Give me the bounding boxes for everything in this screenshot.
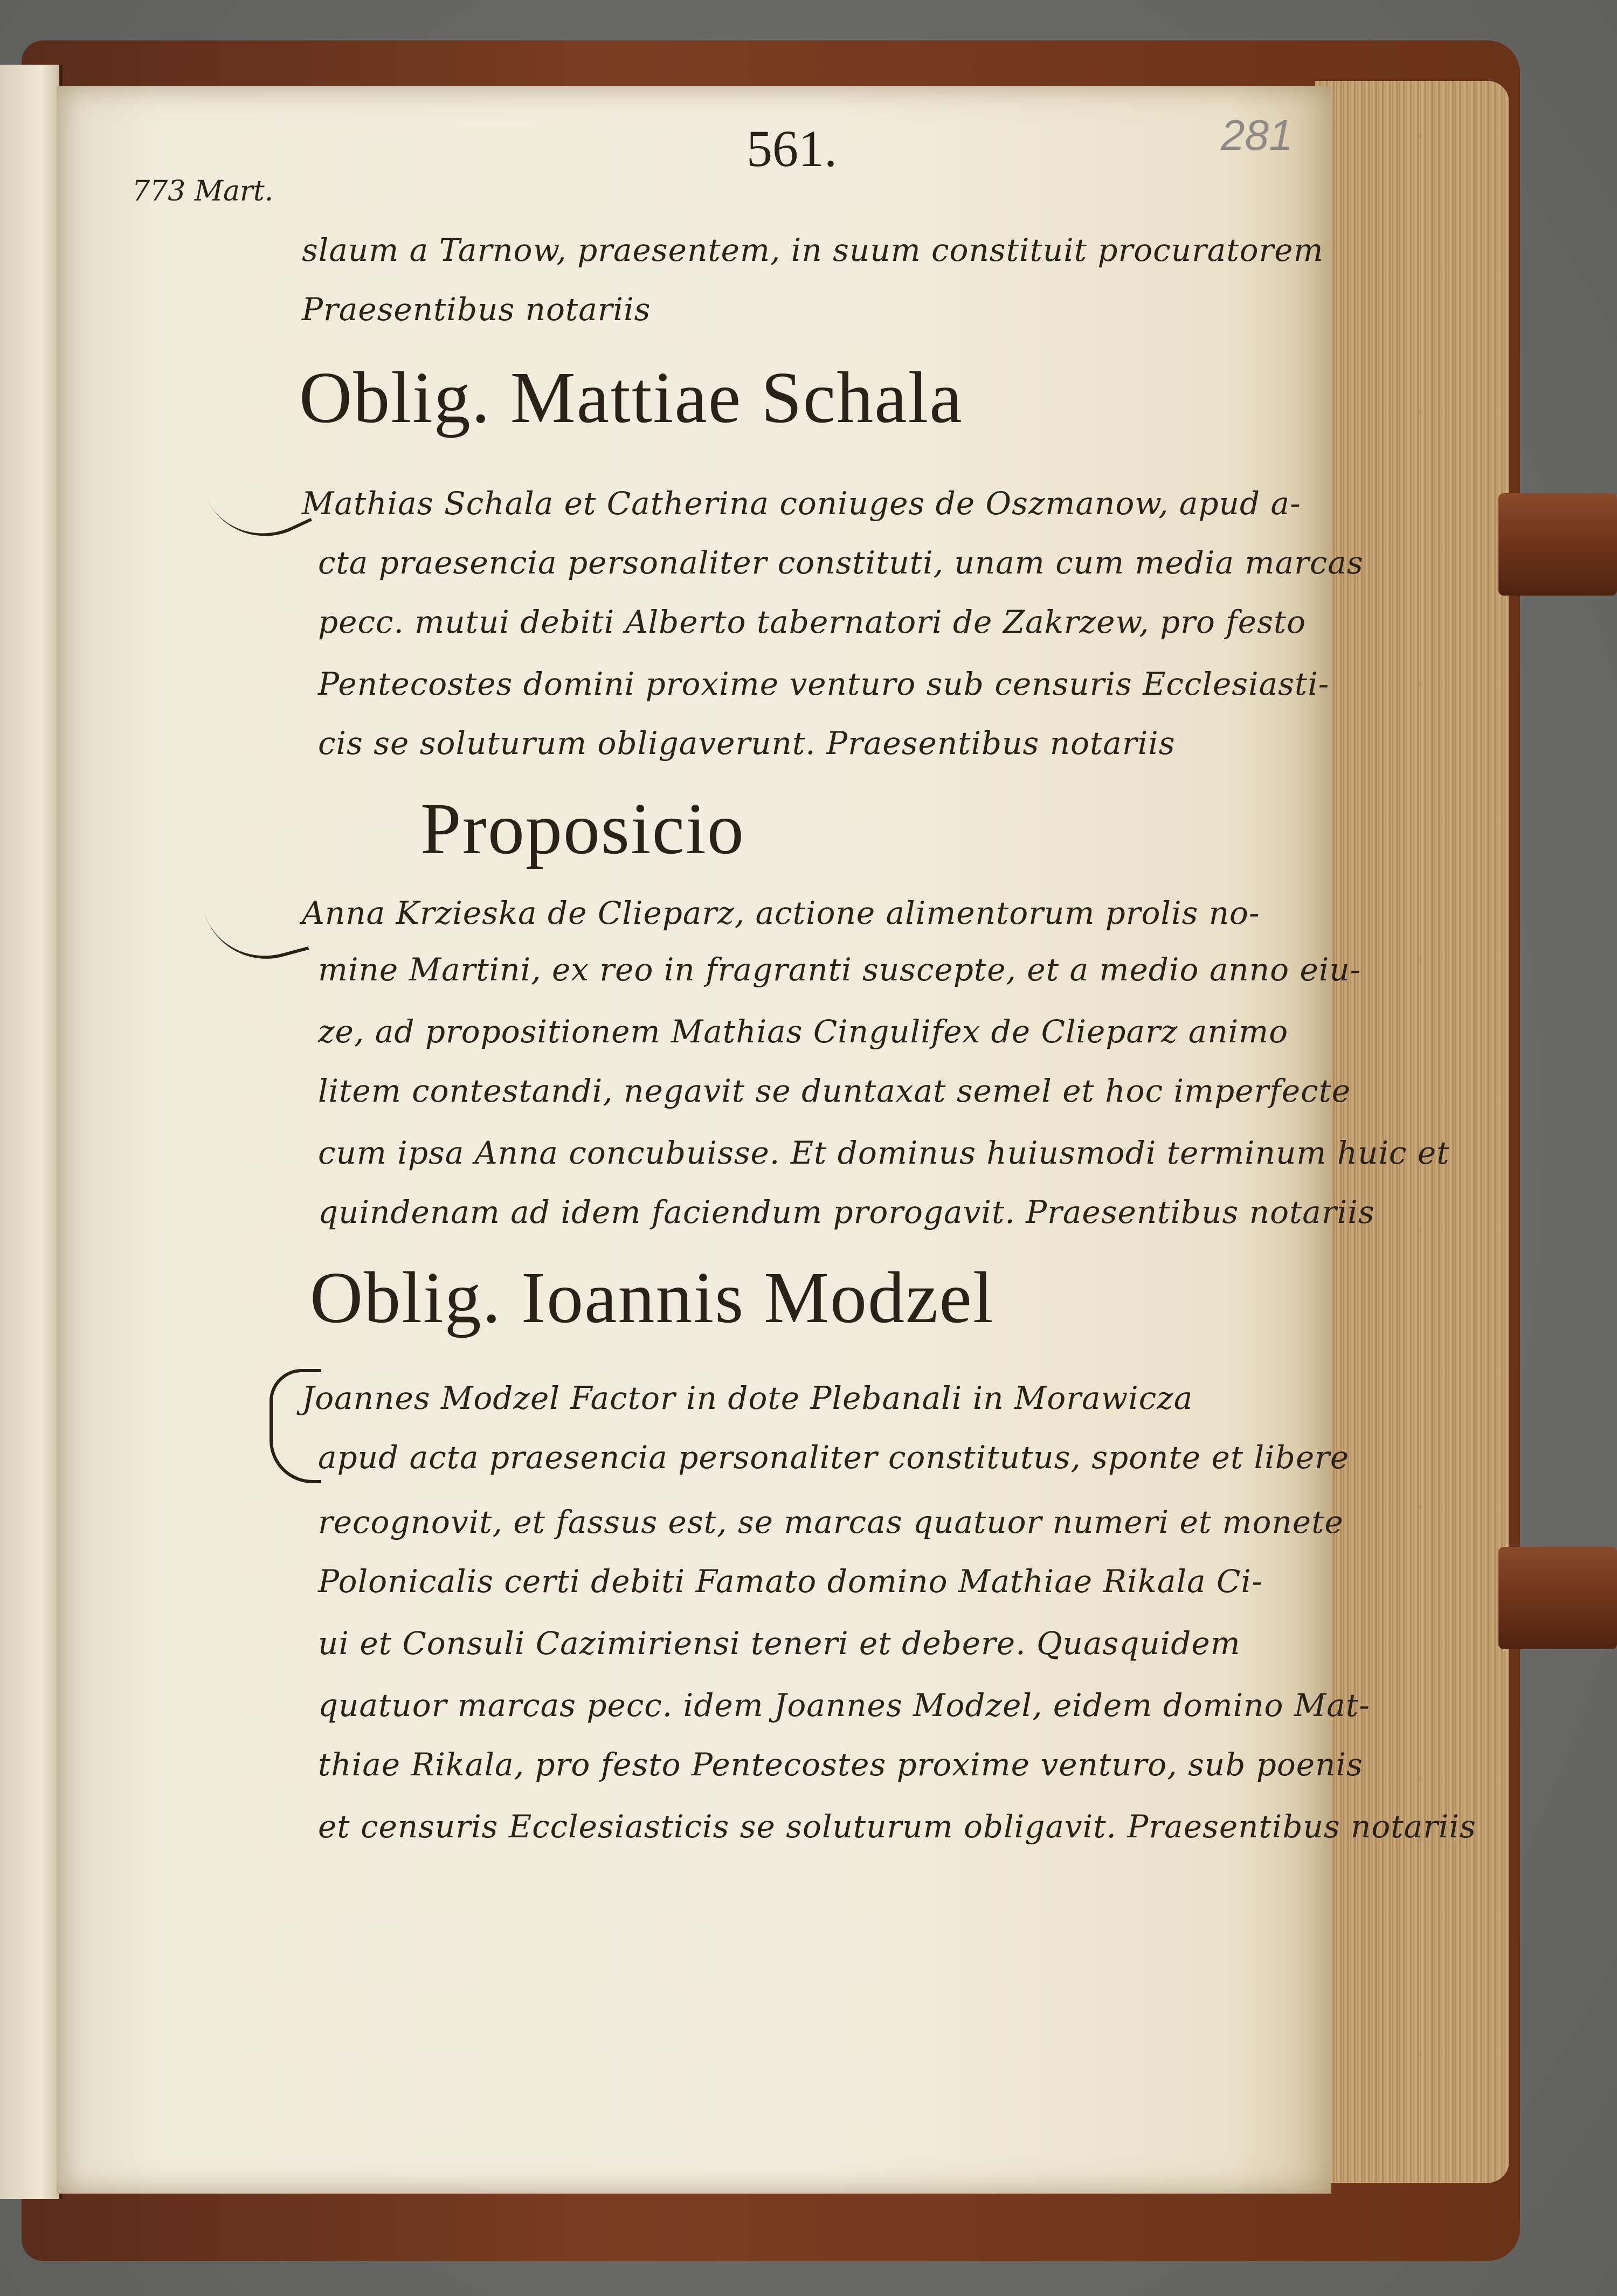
text-line: slaum a Tarnow, praesentem, in suum constituit procuratorem [302,232,1324,268]
text-line: ze, ad propositionem Mathias Cingulifex de Clieparz animo [318,1013,1289,1050]
folio-ink-number: 561. [747,120,837,177]
text-line: Praesentibus notariis [302,291,651,328]
text-line: Mathias Schala et Catherina coniuges de Oszmanow, apud a- [302,485,1301,522]
upper-clasp-strap [1498,493,1617,596]
text-line: recognovit, et fassus est, se marcas quatuor numeri et monete [318,1504,1344,1540]
page-block-edge [1315,81,1509,2183]
text-line: Anna Krzieska de Clieparz, actione alimentorum prolis no- [302,895,1260,931]
text-line: Joannes Modzel Factor in dote Plebanali in Morawicza [302,1380,1193,1416]
text-line: mine Martini, ex reo in fragranti suscepte, et a medio anno eiu- [318,951,1362,988]
text-line: ui et Consuli Cazimiriensi teneri et debere. Quasquidem [318,1625,1241,1662]
text-line: quatuor marcas pecc. idem Joannes Modzel, eidem domino Mat- [318,1687,1370,1724]
entry-heading: Proposicio [420,789,745,869]
margin-note: 773 Mart. [132,175,274,208]
text-line: thiae Rikala, pro festo Pentecostes proxime venturo, sub poenis [318,1746,1363,1783]
entry-heading: Oblig. Mattiae Schala [299,357,963,438]
folio-pencil-number: 281 [1221,111,1293,159]
text-line: quindenam ad idem faciendum prorogavit. Praesentibus notariis [318,1194,1375,1230]
left-page-edge [0,65,63,2199]
text-line: Pentecostes domini proxime venturo sub censuris Ecclesiasti- [318,666,1330,702]
text-line: apud acta praesencia personaliter constitutus, sponte et libere [318,1439,1350,1476]
text-line: cta praesencia personaliter constituti, unam cum media marcas [318,544,1364,581]
text-line: cis se soluturum obligaverunt. Praesentibus notariis [318,725,1176,762]
lower-clasp-strap [1498,1547,1617,1649]
text-line: litem contestandi, negavit se duntaxat semel et hoc imperfecte [318,1073,1351,1109]
text-line: Polonicalis certi debiti Famato domino Mathiae Rikala Ci- [318,1563,1263,1600]
text-line: et censuris Ecclesiasticis se soluturum obligavit. Praesentibus notariis [318,1808,1476,1845]
text-line: cum ipsa Anna concubuisse. Et dominus huiusmodi terminum huic et [318,1135,1450,1171]
entry-heading: Oblig. Ioannis Modzel [310,1257,994,1338]
text-line: pecc. mutui debiti Alberto tabernatori de Zakrzew, pro festo [318,604,1307,640]
